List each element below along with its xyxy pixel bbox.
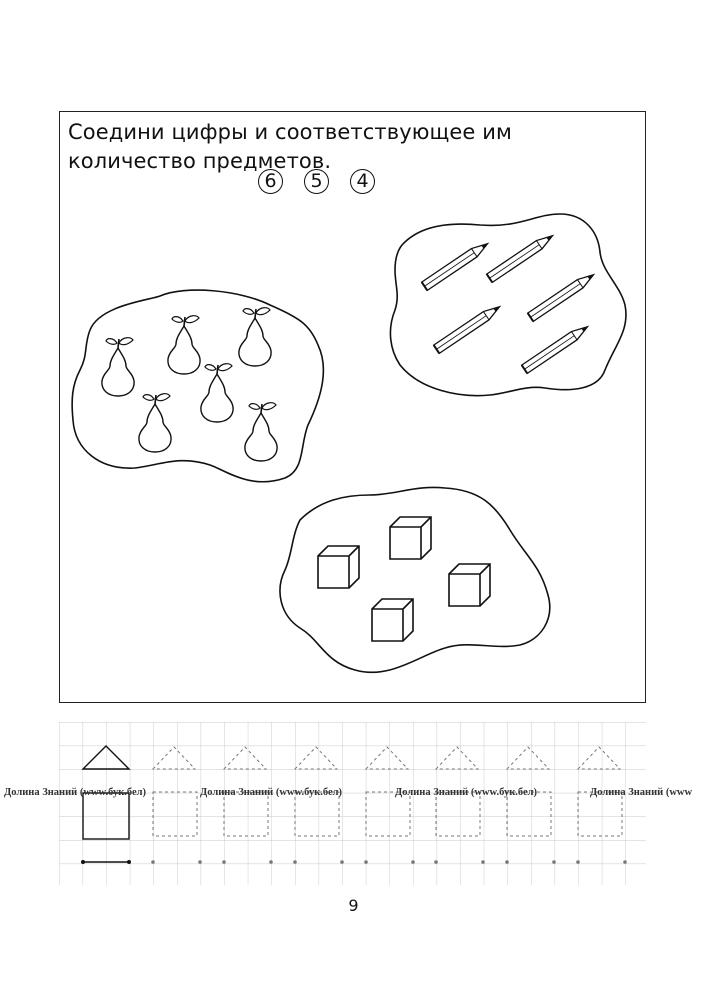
number-circle-5[interactable]: 5	[304, 169, 329, 194]
cube-icon	[390, 517, 431, 559]
pencil-icon	[487, 232, 556, 283]
pear-icon	[139, 394, 171, 452]
pear-icon	[239, 308, 271, 366]
watermark-text: Долина Знаний (www	[590, 787, 693, 798]
pencil-icon	[528, 271, 597, 322]
page-number: 9	[348, 896, 359, 915]
pencil-icon	[522, 323, 591, 374]
pear-icon	[201, 364, 233, 422]
watermark-text: Долина Знаний (www.бук.бел)	[200, 787, 343, 798]
pear-icon	[245, 403, 277, 461]
cube-icon	[318, 546, 359, 588]
task-instruction: Соедини цифры и соответствующее им количество предметов.	[68, 120, 512, 173]
pencils-blob	[390, 214, 626, 396]
number-circle-4[interactable]: 4	[350, 169, 375, 194]
watermark-text: Долина Знаний (www.бук.бел)	[395, 787, 538, 798]
number-circle-6[interactable]: 6	[258, 169, 283, 194]
tracing-grid	[59, 722, 646, 885]
cube-icon	[372, 599, 413, 641]
pear-icon	[168, 316, 200, 374]
pencil-icon	[434, 303, 503, 354]
watermark-text: Долина Знаний (www.бук.бел)	[4, 787, 147, 798]
pencil-icon	[422, 240, 491, 291]
pear-icon	[102, 338, 134, 396]
cube-icon	[449, 564, 490, 606]
